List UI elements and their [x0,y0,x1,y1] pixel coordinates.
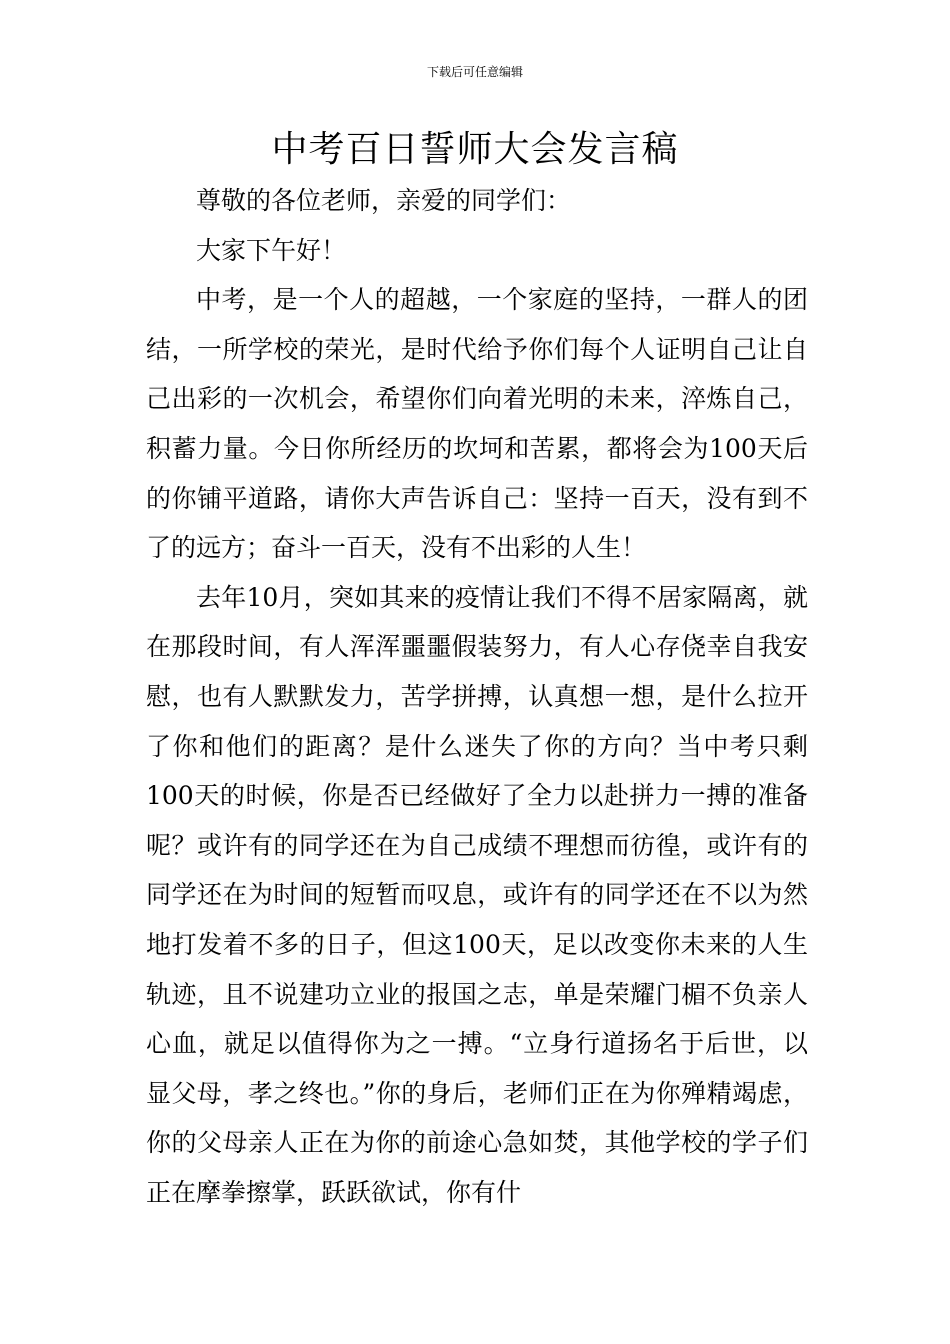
greeting: 大家下午好！ [196,235,347,265]
paragraph-2: 去年10月，突如其来的疫情让我们不得不居家隔离，就在那段时间，有人浑浑噩噩假装努力，有人心存侥幸自我安慰，也有人默默发力，苦学拼搏，认真想一想，是什么拉开了你和他们的距离？是什么迷失了你的方向？当中考只剩100天的时候，你是否已经做好了全力以赴拼力一搏的准备呢？或许有的同学还在为自己成绩不理想而彷徨，或许有的同学还在为时间的短暂而叹息，或许有的同学还在不以为然地打发着不多的日子，但这100天，足以改变你未来的人生轨迹，且不说建功立业的报国之志，单是荣耀门楣不负亲人心血，就足以值得你为之一搏。“立身行道扬名于后世，以显父母，孝之终也。”你的身后，老师们正在为你殚精竭虑，你的父母亲人正在为你的前途心急如焚，其他学校的学子们正在摩拳擦掌，跃跃欲试，你有什 [146,582,808,1207]
salutation: 尊敬的各位老师，亲爱的同学们： [196,186,572,215]
paragraph-1: 中考，是一个人的超越，一个家庭的坚持，一群人的团结，一所学校的荣光，是时代给予你们每个人证明自己让自己出彩的一次机会，希望你们向着光明的未来，淬炼自己，积蓄力量。今日你所经历的坎坷和苦累，都将会为100天后的你铺平道路，请你大声告诉自己：坚持一百天，没有到不了的远方；奋斗一百天，没有不出彩的人生！ [146,285,808,563]
header-note: 下载后可任意编辑 [426,65,523,79]
document-body [146,176,808,1217]
document-title: 中考百日誓师大会发言稿 [271,129,679,170]
